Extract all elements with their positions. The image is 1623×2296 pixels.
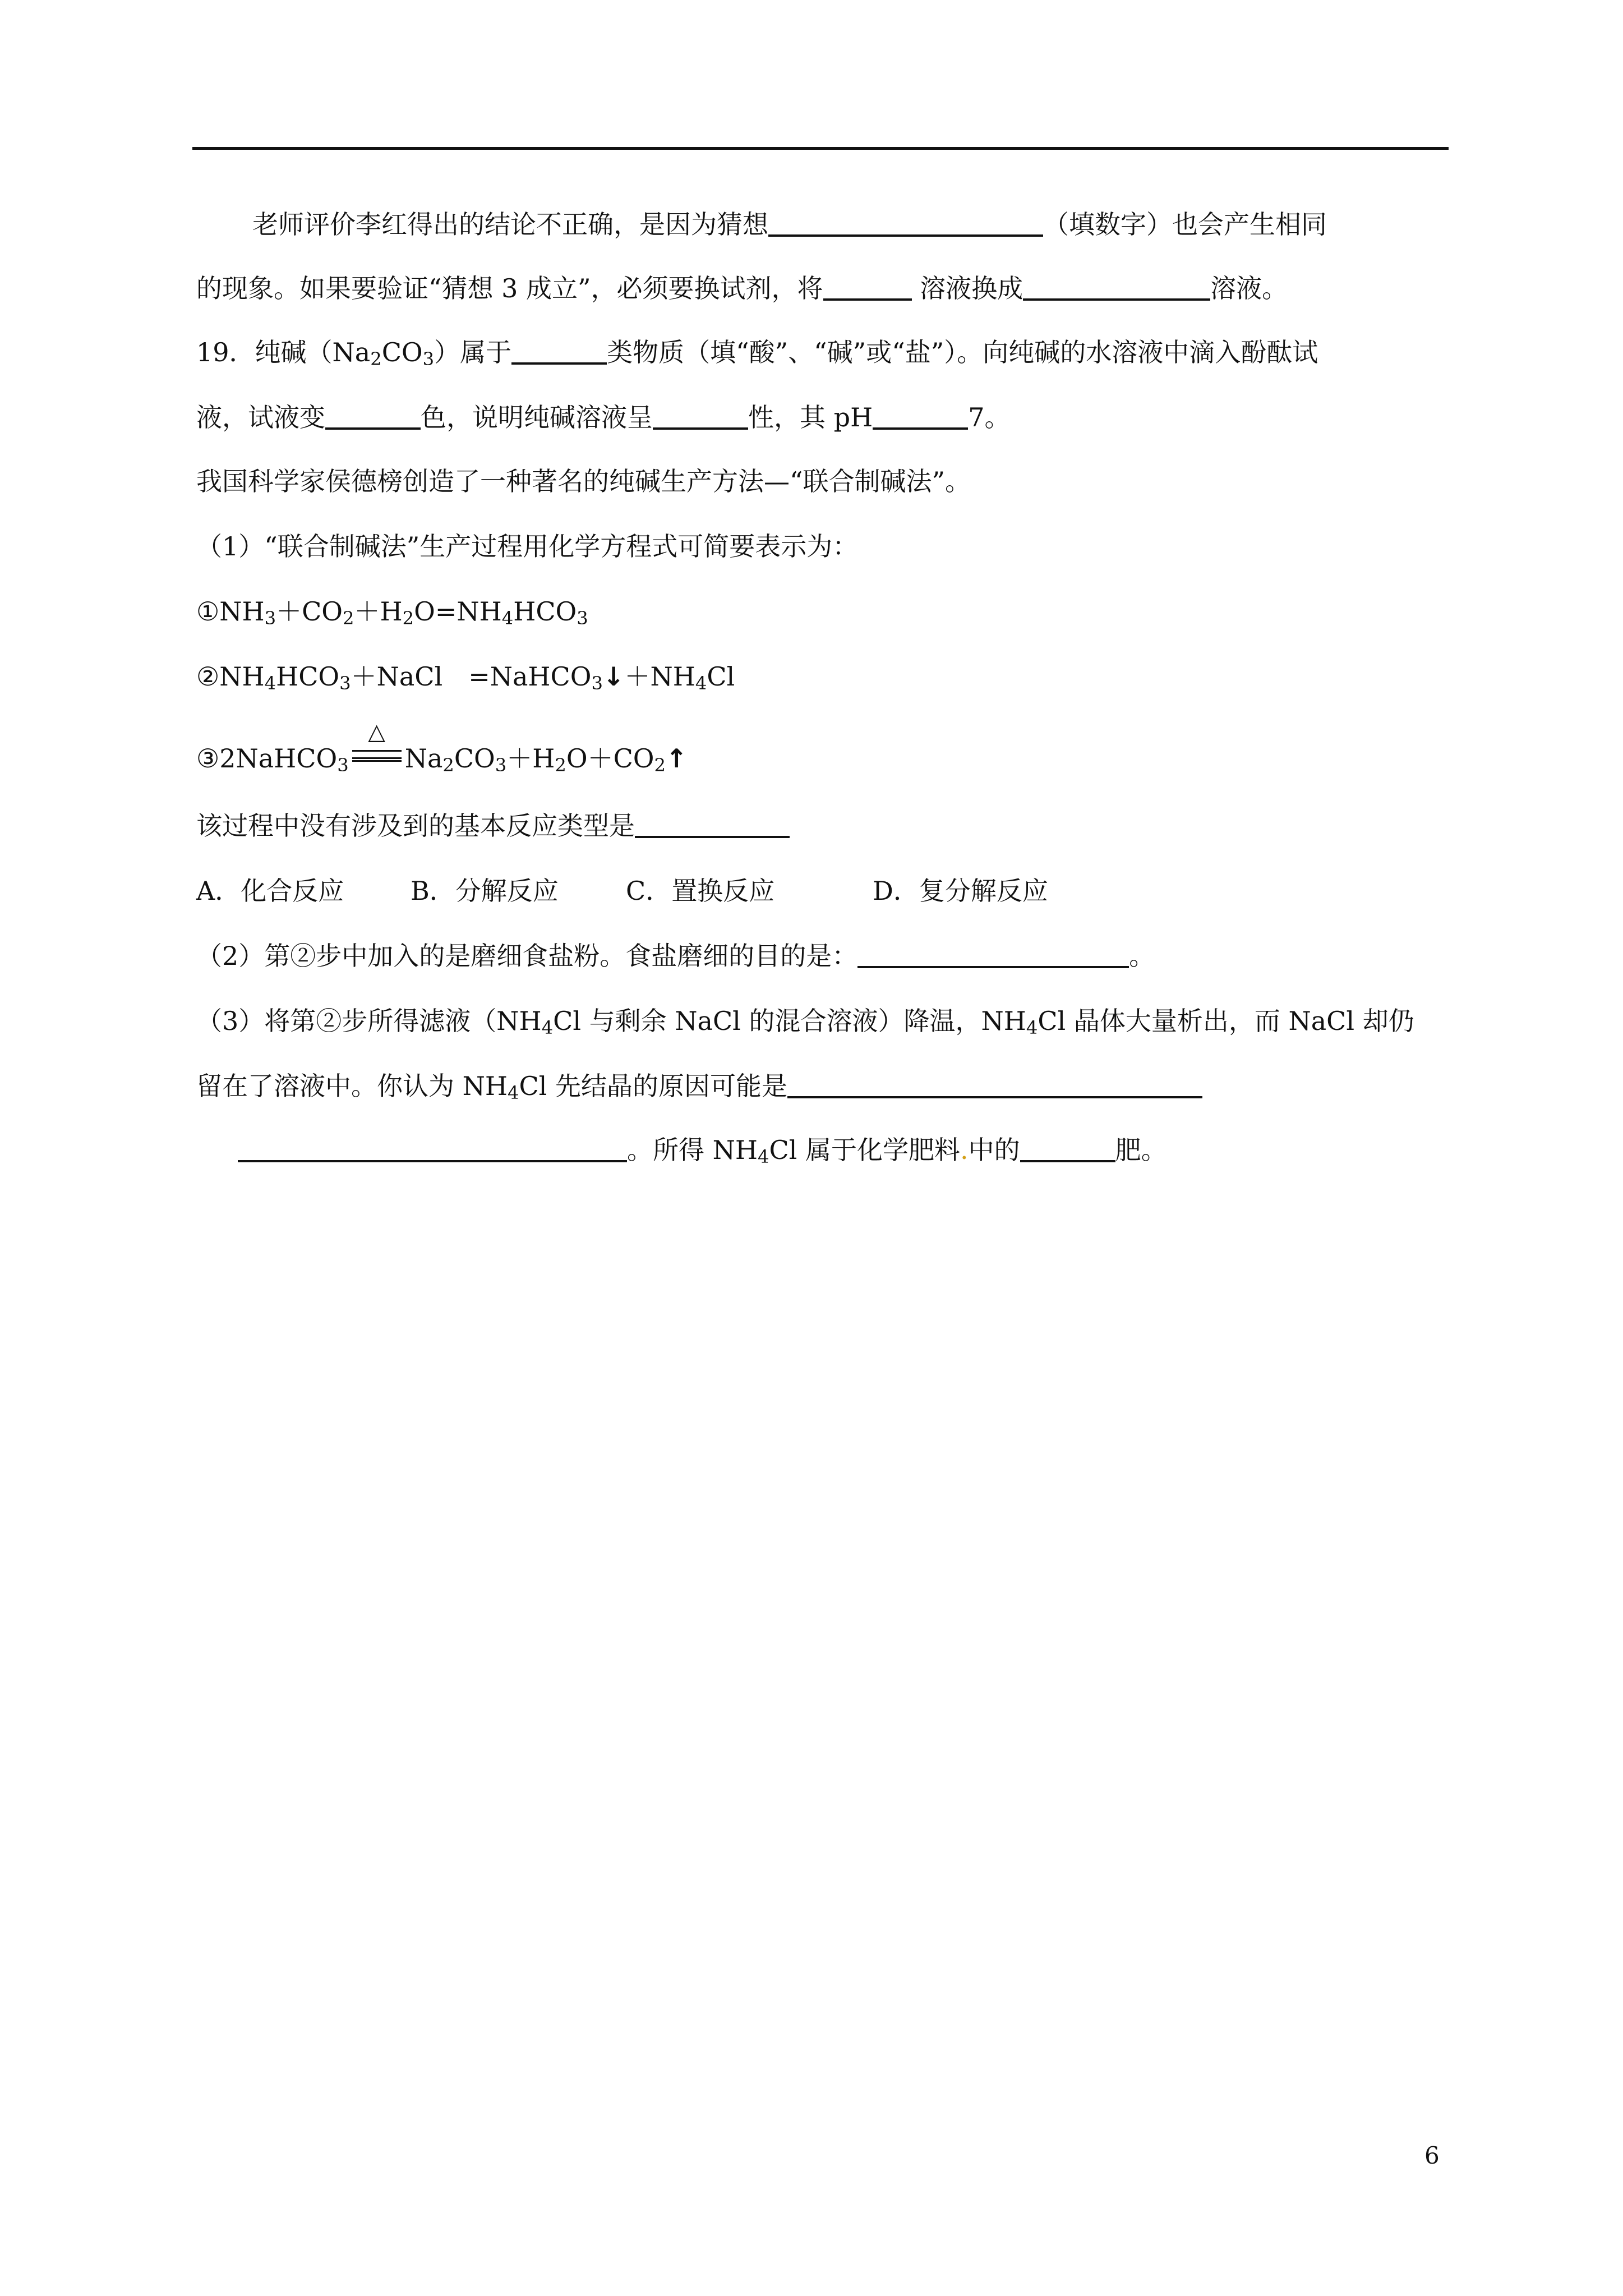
text: Cl 属于化学肥料 [769, 1135, 961, 1165]
formula-part: ＋CO [276, 596, 343, 627]
subscript: 3 [495, 754, 507, 776]
subscript: 2 [555, 754, 566, 776]
formula-part: ①NH [196, 596, 265, 627]
question-19 [196, 337, 1453, 368]
subscript: 2 [370, 348, 382, 370]
formula-part: HCO [276, 661, 340, 692]
subscript: 4 [264, 673, 276, 694]
subscript: 4 [541, 1017, 554, 1039]
answer-blank[interactable] [857, 941, 1129, 968]
subscript: 4 [508, 1082, 519, 1104]
subscript: 2 [442, 754, 454, 776]
text-line-1 [252, 209, 1509, 240]
subscript: 3 [591, 673, 603, 694]
stray-dot: . [960, 1135, 969, 1165]
text: 液，试液变 [196, 402, 325, 432]
part-3-line-1 [196, 1005, 1453, 1037]
answer-blank[interactable] [823, 274, 912, 301]
option-c[interactable]: C．置换反应 [626, 876, 775, 906]
formula-part: ＋H [354, 596, 403, 627]
subscript: 3 [422, 348, 435, 370]
text: 肥。 [1115, 1135, 1167, 1165]
formula-part: ＋NaCl =NaHCO [351, 661, 592, 692]
subscript: 3 [577, 608, 588, 629]
text: Cl 晶体大量析出，而 NaCl 却仍 [1038, 1006, 1414, 1036]
text: 溶液。 [1210, 273, 1288, 303]
text-line-2 [196, 273, 1453, 304]
answer-blank[interactable] [635, 811, 790, 838]
equation-2 [196, 661, 1453, 692]
formula-part: ③2NaHCO [196, 743, 338, 774]
text: CO [381, 337, 423, 367]
answer-blank[interactable] [1020, 1135, 1115, 1162]
header-rule [192, 147, 1449, 150]
part-3-line-3 [238, 1134, 1494, 1166]
subscript: 2 [654, 754, 666, 776]
option-d[interactable]: D．复分解反应 [873, 876, 1048, 906]
answer-blank[interactable] [238, 1135, 627, 1162]
formula-part: HCO [513, 596, 577, 627]
text: Cl 与剩余 NaCl 的混合溶液）降温，NH [553, 1006, 1026, 1036]
subscript: 4 [501, 608, 514, 629]
answer-blank[interactable] [1023, 274, 1210, 301]
subscript: 4 [695, 673, 707, 694]
text: 的现象。如果要验证“猜想 3 成立”，必须要换试剂，将 [196, 273, 823, 303]
answer-blank[interactable] [325, 403, 421, 430]
formula-part: O＋CO [566, 743, 654, 774]
part-1-heading [196, 531, 1453, 562]
equation-1 [196, 596, 1453, 627]
subscript: 4 [1026, 1017, 1038, 1039]
page-number: 6 [1424, 2142, 1440, 2169]
text: Cl 先结晶的原因可能是 [519, 1071, 788, 1101]
subscript: 3 [337, 754, 349, 776]
heating-condition [350, 719, 404, 769]
text: （填数字）也会产生相同 [1043, 209, 1327, 240]
precipitate-arrow-icon: ↓ [602, 661, 625, 692]
text: 。所得 NH [627, 1135, 758, 1165]
answer-blank[interactable] [653, 403, 748, 430]
options-line [196, 875, 1453, 907]
formula-part: ＋H [506, 743, 555, 774]
heat-triangle-icon: △ [368, 719, 386, 745]
intro-line [196, 466, 1453, 497]
part-3-line-2 [196, 1070, 1453, 1102]
gas-arrow-icon: ↑ [665, 743, 688, 774]
formula-part: Cl [707, 661, 735, 692]
part-2-line [196, 940, 1453, 972]
text: （2）第②步中加入的是磨细食盐粉。食盐磨细的目的是： [196, 941, 858, 971]
text: 性，其 pH [748, 402, 873, 432]
text: 。 [1129, 941, 1155, 971]
text: 我国科学家侯德榜创造了一种著名的纯碱生产方法—“联合制碱法”。 [196, 466, 971, 496]
text-line-4 [196, 402, 1453, 433]
formula-part: ＋NH [624, 661, 695, 692]
subscript: 4 [758, 1146, 769, 1168]
text: 老师评价李红得出的结论不正确，是因为猜想 [252, 209, 768, 240]
formula-part: CO [454, 743, 495, 774]
formula-part: O=NH [414, 596, 502, 627]
answer-blank[interactable] [511, 338, 607, 365]
formula-part: ②NH [196, 661, 265, 692]
subscript: 3 [264, 608, 276, 629]
formula-part: Na [404, 743, 443, 774]
text: 类物质（填“酸”、“碱”或“盐”）。向纯碱的水溶液中滴入酚酞试 [607, 337, 1318, 367]
text: 中的 [968, 1135, 1020, 1165]
option-a[interactable]: A．化合反应 [196, 876, 344, 906]
subscript: 3 [339, 673, 351, 694]
text: ）属于 [434, 337, 512, 367]
reaction-type-question [196, 810, 1453, 841]
text: 7。 [968, 402, 1011, 432]
answer-blank[interactable] [768, 210, 1043, 237]
text: （3）将第②步所得滤液（NH [196, 1006, 542, 1036]
answer-blank[interactable] [873, 403, 968, 430]
text: 留在了溶液中。你认为 NH [196, 1071, 508, 1101]
question-number: 19． [196, 337, 255, 367]
equation-3 [196, 719, 1453, 776]
text: 溶液换成 [911, 273, 1023, 303]
equal-sign [352, 750, 402, 759]
text: 该过程中没有涉及到的基本反应类型是 [196, 811, 635, 841]
subscript: 2 [343, 608, 354, 629]
text: 纯碱（Na [255, 337, 371, 367]
subscript: 2 [402, 608, 414, 629]
option-b[interactable]: B．分解反应 [411, 876, 559, 906]
text: （1）“联合制碱法”生产过程用化学方程式可简要表示为： [196, 531, 859, 562]
answer-blank[interactable] [787, 1071, 1202, 1098]
text: 色，说明纯碱溶液呈 [421, 402, 653, 432]
